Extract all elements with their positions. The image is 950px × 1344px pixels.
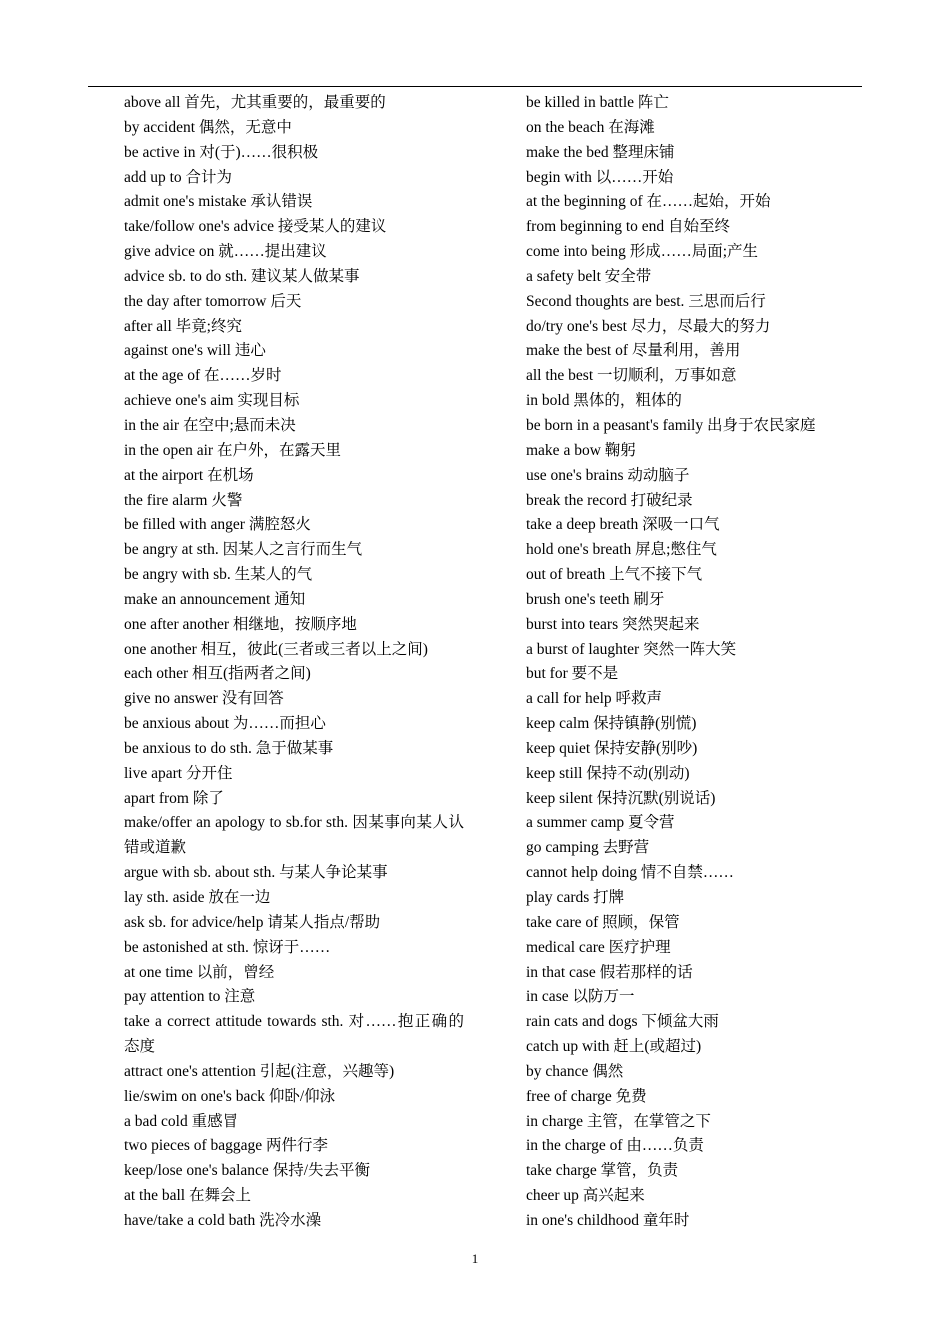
phrase-entry: out of breath 上气不接下气: [526, 566, 703, 584]
phrase-entry: two pieces of baggage 两件行李: [124, 1137, 329, 1155]
phrase-entry: make/offer an apology to sb.for sth. 因某事向某人认错或道歉: [124, 814, 464, 857]
phrase-entry: by chance 偶然: [526, 1062, 624, 1080]
phrase-entry: a safety belt 安全带: [526, 267, 652, 285]
phrase-entry: in bold 黑体的，粗体的: [526, 392, 682, 410]
phrase-entry: take care of 照顾，保管: [526, 913, 680, 931]
phrase-entry: come into being 形成……局面;产生: [526, 243, 759, 261]
phrase-entry: keep quiet 保持安静(别吵): [526, 739, 698, 757]
phrase-entry: keep calm 保持镇静(别慌): [526, 715, 697, 733]
phrase-entry: be astonished at sth. 惊讶于……: [124, 938, 331, 956]
phrase-entry: have/take a cold bath 洗冷水澡: [124, 1211, 322, 1229]
header-rule: [88, 86, 862, 87]
phrase-entry: make the bed 整理床铺: [526, 143, 675, 161]
phrase-entry: keep/lose one's balance 保持/失去平衡: [124, 1162, 370, 1180]
phrase-entry: add up to 合计为: [124, 168, 233, 186]
phrase-entry: in charge 主管，在掌管之下: [526, 1112, 711, 1130]
phrase-entry: begin with 以……开始: [526, 168, 674, 186]
phrase-entry: a bad cold 重感冒: [124, 1112, 239, 1130]
phrase-entry: Second thoughts are best. 三思而后行: [526, 292, 766, 310]
phrase-entry: in one's childhood 童年时: [526, 1211, 690, 1229]
phrase-entry: lay sth. aside 放在一边: [124, 889, 271, 906]
phrase-entry: each other 相互(指两者之间): [124, 665, 311, 683]
phrase-entry: in the open air 在户外，在露天里: [124, 441, 341, 459]
phrase-entry: in the charge of 由……负责: [526, 1137, 704, 1155]
phrase-entry: in case 以防万一: [526, 988, 635, 1006]
phrase-entry: burst into tears 突然哭起来: [526, 615, 700, 633]
phrase-entry: make a bow 鞠躬: [526, 441, 636, 459]
phrase-entry: keep still 保持不动(别动): [526, 764, 690, 782]
phrase-entry: play cards 打牌: [526, 889, 625, 906]
phrase-entry: apart from 除了: [124, 789, 224, 807]
phrase-entry: one after another 相继地，按顺序地: [124, 615, 357, 633]
phrase-entry: one another 相互，彼此(三者或三者以上之间): [124, 640, 428, 658]
left-column: [124, 91, 464, 1234]
phrase-entry: a summer camp 夏令营: [526, 814, 675, 832]
phrase-entry: hold one's breath 屏息;憋住气: [526, 541, 717, 559]
phrase-entry: catch up with 赶上(或超过): [526, 1038, 702, 1056]
phrase-entry: at the ball 在舞会上: [124, 1187, 251, 1205]
phrase-entry: but for 要不是: [526, 665, 619, 683]
phrase-entry: after all 毕竟;终究: [124, 317, 242, 335]
phrase-entry: rain cats and dogs 下倾盆大雨: [526, 1013, 719, 1031]
phrase-entry: advice sb. to do sth. 建议某人做某事: [124, 267, 360, 285]
phrase-entry: free of charge 免费: [526, 1087, 647, 1105]
phrase-entry: give advice on 就……提出建议: [124, 243, 327, 261]
phrase-entry: use one's brains 动动脑子: [526, 466, 690, 484]
phrase-entry: be killed in battle 阵亡: [526, 94, 669, 111]
phrase-entry: medical care 医疗护理: [526, 938, 671, 956]
phrase-entry: take a deep breath 深吸一口气: [526, 516, 720, 534]
phrase-entry: be active in 对(于)……很积极: [124, 143, 319, 161]
right-column: [526, 91, 856, 1234]
phrase-entry: make the best of 尽量利用，善用: [526, 342, 741, 360]
phrase-entry: give no answer 没有回答: [124, 690, 284, 708]
phrase-entry: the fire alarm 火警: [124, 491, 243, 509]
phrase-entry: at the beginning of 在……起始，开始: [526, 193, 771, 211]
phrase-entry: admit one's mistake 承认错误: [124, 193, 313, 211]
phrase-entry: keep silent 保持沉默(别说话): [526, 789, 716, 807]
phrase-entry: pay attention to 注意: [124, 988, 256, 1006]
page-number: 1: [471, 1251, 479, 1266]
phrase-entry: be filled with anger 满腔怒火: [124, 516, 311, 534]
phrase-entry: be anxious about 为……而担心: [124, 715, 326, 733]
phrase-entry: cheer up 高兴起来: [526, 1187, 645, 1205]
phrase-entry: ask sb. for advice/help 请某人指点/帮助: [124, 913, 381, 931]
phrase-entry: against one's will 违心: [124, 342, 266, 360]
phrase-entry: attract one's attention 引起(注意，兴趣等): [124, 1062, 395, 1080]
phrase-entry: at the age of 在……岁时: [124, 367, 282, 385]
phrase-entry: be anxious to do sth. 急于做某事: [124, 739, 334, 757]
phrase-entry: a call for help 呼救声: [526, 690, 663, 708]
phrase-entry: cannot help doing 情不自禁……: [526, 864, 734, 882]
phrase-entry: at one time 以前，曾经: [124, 963, 275, 981]
phrase-entry: a burst of laughter 突然一阵大笑: [526, 640, 737, 658]
phrase-entry: at the airport 在机场: [124, 466, 254, 484]
phrase-entry: take/follow one's advice 接受某人的建议: [124, 218, 387, 236]
phrase-entry: lie/swim on one's back 仰卧/仰泳: [124, 1087, 336, 1105]
phrase-entry: in the air 在空中;悬而未决: [124, 416, 296, 434]
phrase-entry: take a correct attitude towards sth. 对……抱正确的态度: [124, 1013, 464, 1056]
phrase-entry: make an announcement 通知: [124, 590, 306, 608]
phrase-entry: break the record 打破纪录: [526, 491, 693, 509]
phrase-entry: above all 首先，尤其重要的，最重要的: [124, 94, 386, 111]
phrase-entry: brush one's teeth 刷牙: [526, 590, 665, 608]
phrase-entry: be born in a peasant's family 出身于农民家庭: [526, 416, 816, 434]
phrase-entry: all the best 一切顺利，万事如意: [526, 367, 737, 385]
phrase-entry: by accident 偶然，无意中: [124, 118, 292, 136]
phrase-entry: argue with sb. about sth. 与某人争论某事: [124, 864, 388, 882]
phrase-entry: on the beach 在海滩: [526, 118, 655, 136]
phrase-entry: live apart 分开住: [124, 764, 233, 782]
phrase-entry: be angry at sth. 因某人之言行而生气: [124, 541, 363, 559]
phrase-entry: in that case 假若那样的话: [526, 963, 693, 981]
phrase-entry: the day after tomorrow 后天: [124, 292, 302, 310]
phrase-entry: do/try one's best 尽力，尽最大的努力: [526, 317, 771, 335]
phrase-entry: go camping 去野营: [526, 839, 650, 857]
phrase-entry: achieve one's aim 实现目标: [124, 392, 300, 410]
phrase-entry: take charge 掌管，负责: [526, 1162, 679, 1180]
phrase-entry: be angry with sb. 生某人的气: [124, 566, 313, 584]
phrase-entry: from beginning to end 自始至终: [526, 218, 731, 236]
